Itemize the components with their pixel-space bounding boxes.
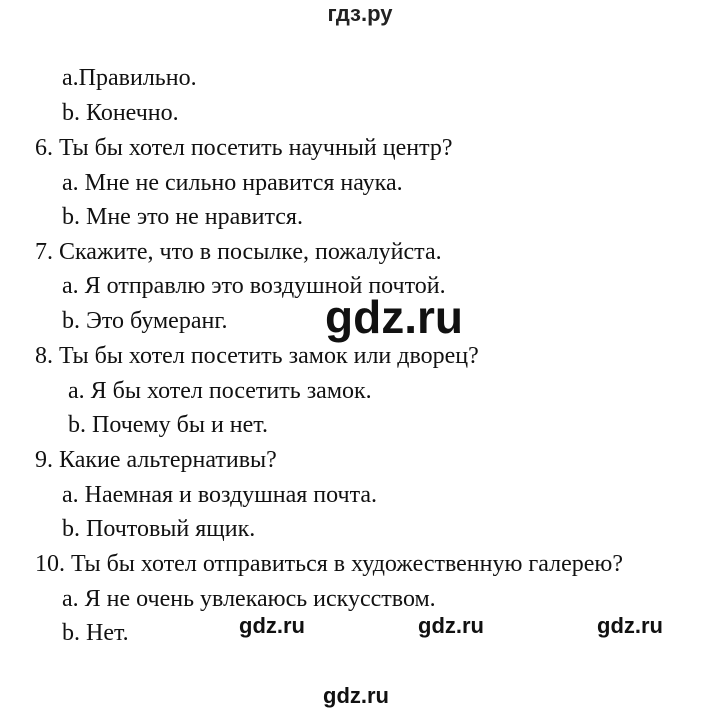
watermark-bottom: gdz.ru bbox=[323, 683, 389, 708]
watermark-row-item: gdz.ru bbox=[418, 613, 484, 638]
answer-line: b. Почему бы и нет. bbox=[68, 412, 268, 438]
question-line: 7. Скажите, что в посылке, пожалуйста. bbox=[35, 239, 442, 265]
answer-line: a. Мне не сильно нравится наука. bbox=[62, 170, 403, 196]
answer-line: b. Нет. bbox=[62, 620, 129, 646]
answer-line: a. Я отправлю это воздушной почтой. bbox=[62, 273, 446, 299]
answer-line: a. Наемная и воздушная почта. bbox=[62, 482, 378, 508]
question-line: 6. Ты бы хотел посетить научный центр? bbox=[35, 135, 453, 161]
watermark-row-item: gdz.ru bbox=[239, 613, 305, 638]
site-header: гдз.ру bbox=[327, 1, 393, 26]
watermark-row-item: gdz.ru bbox=[597, 613, 663, 638]
question-line: 9. Какие альтернативы? bbox=[35, 447, 277, 473]
answer-line: a.Правильно. bbox=[62, 65, 197, 91]
answer-line: a. Я бы хотел посетить замок. bbox=[68, 378, 372, 404]
question-line: 8. Ты бы хотел посетить замок или дворец? bbox=[35, 343, 479, 369]
answer-line: b. Это бумеранг. bbox=[62, 308, 228, 334]
answer-line: b. Конечно. bbox=[62, 100, 179, 126]
question-line: 10. Ты бы хотел отправиться в художественную галерею? bbox=[35, 551, 623, 577]
watermark-center: gdz.ru bbox=[325, 291, 463, 343]
answer-line: b. Почтовый ящик. bbox=[62, 516, 256, 542]
answer-line: a. Я не очень увлекаюсь искусством. bbox=[62, 586, 436, 612]
answer-line: b. Мне это не нравится. bbox=[62, 204, 303, 230]
